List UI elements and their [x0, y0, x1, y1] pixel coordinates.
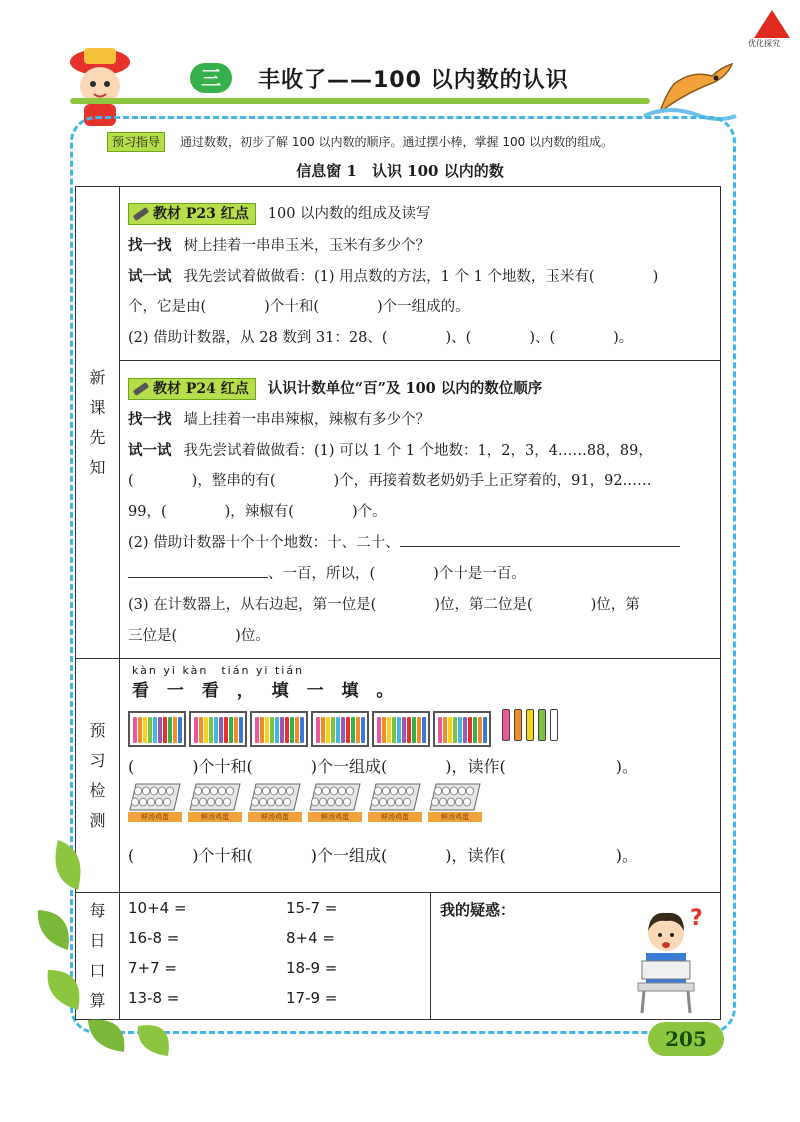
egg-tray-icon: [308, 782, 362, 812]
daily-calc-section: [120, 893, 721, 1020]
egg: [382, 787, 389, 795]
calc-item: 13-8 =: [128, 989, 180, 1007]
egg: [158, 787, 165, 795]
egg: [431, 798, 438, 806]
egg: [346, 787, 353, 795]
text: )。: [615, 846, 638, 865]
text: (2) 借助计数器十个十个地数：十、二十、: [128, 535, 400, 551]
egg: [270, 787, 277, 795]
egg-box-label: 鲜汤鸡蛋: [428, 812, 482, 822]
egg-tray-icon: [368, 782, 422, 812]
egg: [283, 798, 290, 806]
chapter-title: 丰收了——100 以内数的认识: [258, 68, 569, 93]
egg: [191, 798, 198, 806]
egg: [194, 787, 201, 795]
stick: [178, 717, 182, 743]
egg: [322, 787, 329, 795]
egg: [335, 798, 342, 806]
pinyin-line: kàn yi kàn tián yi tián: [132, 664, 305, 677]
egg: [390, 787, 397, 795]
paren-close: ): [652, 269, 659, 285]
calc-item: 15-7 =: [286, 899, 338, 917]
egg: [139, 798, 146, 806]
egg: [319, 798, 326, 806]
stick: [356, 717, 360, 743]
stick: [143, 717, 147, 743]
stick-bundle: [250, 711, 308, 747]
stick: [275, 717, 279, 743]
stick-bundle: [189, 711, 247, 747]
preview-title: 看 一 看 ， 填 一 填 。: [132, 681, 400, 701]
egg: [338, 787, 345, 795]
stick: [173, 717, 177, 743]
egg: [450, 787, 457, 795]
loose-stick: [514, 709, 522, 741]
stick: [204, 717, 208, 743]
egg: [406, 787, 413, 795]
egg: [371, 798, 378, 806]
egg-box: [428, 782, 482, 822]
lesson-part-1: [120, 187, 721, 361]
publisher-logo-text: 优化探究: [748, 39, 780, 48]
textbook-tag-p23: 教材 P23 红点: [128, 203, 256, 225]
calc-item: 10+4 =: [128, 899, 187, 917]
stick: [453, 717, 457, 743]
egg-box-label: 鲜汤鸡蛋: [368, 812, 422, 822]
egg: [134, 787, 141, 795]
stick-bundles-picture: [128, 703, 712, 747]
egg: [150, 787, 157, 795]
stick: [458, 717, 462, 743]
stick: [224, 717, 228, 743]
text: 99，(: [128, 504, 167, 520]
text: )个一组成的。: [377, 299, 470, 315]
text: )个十是一百。: [433, 566, 526, 582]
pencil-icon: [133, 382, 150, 396]
egg-box: [308, 782, 362, 822]
pencil-icon: [133, 207, 150, 221]
stick: [260, 717, 264, 743]
stick: [239, 717, 243, 743]
egg: [278, 787, 285, 795]
stick: [377, 717, 381, 743]
calc-item: 18-9 =: [286, 959, 338, 977]
egg: [163, 798, 170, 806]
stick: [341, 717, 345, 743]
stick: [316, 717, 320, 743]
egg-tray-icon: [428, 782, 482, 812]
stick: [443, 717, 447, 743]
egg: [223, 798, 230, 806]
stick: [255, 717, 259, 743]
stick: [346, 717, 350, 743]
egg: [395, 798, 402, 806]
egg: [466, 787, 473, 795]
calc-item: 7+7 =: [128, 959, 177, 977]
stick-bundle: [372, 711, 430, 747]
textbook-tag-p24: 教材 P24 红点: [128, 378, 256, 400]
stick: [326, 717, 330, 743]
egg-box: [248, 782, 302, 822]
text: )，读作(: [445, 757, 506, 776]
preview-section: [120, 659, 721, 893]
stick: [280, 717, 284, 743]
text: )个一组成(: [310, 757, 388, 776]
egg-box-label: 鲜汤鸡蛋: [128, 812, 182, 822]
loose-stick: [538, 709, 546, 741]
boy-reading-icon: [630, 903, 710, 1015]
calc-item: 17-9 =: [286, 989, 338, 1007]
publisher-logo-icon: [754, 10, 790, 38]
egg: [207, 798, 214, 806]
lesson-part-2: [120, 361, 721, 659]
egg: [218, 787, 225, 795]
find-text: 墙上挂着一串串辣椒，辣椒有多少个？: [183, 412, 430, 428]
text: )、(: [529, 330, 556, 346]
text: )位。: [235, 628, 270, 644]
text: )个一组成(: [310, 846, 388, 865]
try-label: 试一试: [128, 442, 172, 459]
find-text: 树上挂着一串串玉米，玉米有多少个？: [183, 238, 430, 254]
text: (: [128, 473, 134, 489]
stick: [473, 717, 477, 743]
egg-box-label: 鲜汤鸡蛋: [308, 812, 362, 822]
stick: [163, 717, 167, 743]
stick-bundle: [433, 711, 491, 747]
stick: [387, 717, 391, 743]
egg-box: [188, 782, 242, 822]
egg-box-label: 鲜汤鸡蛋: [248, 812, 302, 822]
text: )个十和(: [264, 299, 319, 315]
egg: [439, 798, 446, 806]
egg: [147, 798, 154, 806]
try-text: 我先尝试着做做看：(1) 用点数的方法，1 个 1 个地数，玉米有(: [183, 269, 595, 285]
egg: [327, 798, 334, 806]
stick: [336, 717, 340, 743]
egg: [262, 787, 269, 795]
egg: [434, 787, 441, 795]
egg-boxes-picture: [128, 782, 712, 832]
egg: [259, 798, 266, 806]
find-label: 找一找: [128, 411, 172, 428]
egg: [387, 798, 394, 806]
egg: [379, 798, 386, 806]
text: )个十和(: [192, 846, 253, 865]
guide-tag: 预习指导: [107, 132, 165, 152]
side-label-daily-calc: 每 日 口 算: [76, 893, 120, 1020]
stick: [138, 717, 142, 743]
text: )个，再接着数老奶奶手上正穿着的，91，92……: [333, 473, 652, 489]
text: 个，它是由(: [128, 299, 207, 315]
stick: [392, 717, 396, 743]
egg: [458, 787, 465, 795]
loose-stick: [502, 709, 510, 741]
answer-underline[interactable]: [128, 559, 268, 578]
stick: [285, 717, 289, 743]
divider: [430, 893, 431, 1019]
side-label-new-lesson: 新 课 先 知: [76, 187, 120, 659]
egg: [131, 798, 138, 806]
try-text: 我先尝试着做做看：(1) 可以 1 个 1 个地数：1，2，3，4……88，89，: [183, 443, 653, 459]
egg: [442, 787, 449, 795]
stick: [321, 717, 325, 743]
part2-title: 认识计数单位“百”及 100 以内的数位顺序: [267, 380, 543, 397]
egg-tray-icon: [188, 782, 242, 812]
egg-box-label: 鲜汤鸡蛋: [188, 812, 242, 822]
stick: [438, 717, 442, 743]
egg: [374, 787, 381, 795]
egg: [398, 787, 405, 795]
egg: [267, 798, 274, 806]
egg: [226, 787, 233, 795]
stick: [219, 717, 223, 743]
egg: [251, 798, 258, 806]
chapter-number: 三: [190, 63, 232, 93]
stick: [199, 717, 203, 743]
text: 三位是(: [128, 628, 178, 644]
stick: [209, 717, 213, 743]
text: )。: [615, 757, 638, 776]
text: )，整串的有(: [191, 473, 276, 489]
egg: [142, 787, 149, 795]
stick-bundle: [311, 711, 369, 747]
stick: [265, 717, 269, 743]
egg-tray-icon: [248, 782, 302, 812]
stick: [478, 717, 482, 743]
stick: [468, 717, 472, 743]
stick-bundle: [128, 711, 186, 747]
egg: [403, 798, 410, 806]
stick: [158, 717, 162, 743]
leaves-decoration-icon: [28, 820, 188, 1060]
stick: [402, 717, 406, 743]
header-band: [70, 98, 650, 104]
egg: [155, 798, 162, 806]
stick: [422, 717, 426, 743]
egg-box: [128, 782, 182, 822]
stick: [300, 717, 304, 743]
egg: [286, 787, 293, 795]
answer-underline[interactable]: [400, 528, 680, 547]
find-label: 找一找: [128, 237, 172, 254]
text: (2) 借助计数器，从 28 数到 31：28、(: [128, 330, 388, 346]
egg: [199, 798, 206, 806]
text: )个十和(: [192, 757, 253, 776]
stick: [448, 717, 452, 743]
stick: [153, 717, 157, 743]
guide-text: 通过数数，初步了解 100 以内数的顺序。通过摆小棒，掌握 100 以内数的组成。: [180, 135, 614, 149]
calc-item: 8+4 =: [286, 929, 335, 947]
stick: [290, 717, 294, 743]
stick: [483, 717, 487, 743]
text: )个。: [351, 504, 387, 520]
stick: [407, 717, 411, 743]
text: )位，第二位是(: [434, 597, 533, 613]
text: )位，第: [590, 597, 640, 613]
my-doubt-label: 我的疑惑：: [440, 901, 516, 919]
text: (: [128, 846, 135, 865]
side-label-preview-check: 预 习 检 测: [76, 659, 120, 893]
egg: [463, 798, 470, 806]
text: (3) 在计数器上，从右边起，第一位是(: [128, 597, 377, 613]
part1-title: 100 以内数的组成及读写: [267, 206, 431, 222]
stick: [361, 717, 365, 743]
text: )。: [613, 330, 634, 346]
stick: [397, 717, 401, 743]
egg: [447, 798, 454, 806]
stick: [463, 717, 467, 743]
text: )，读作(: [445, 846, 506, 865]
stick: [234, 717, 238, 743]
loose-stick: [526, 709, 534, 741]
egg: [330, 787, 337, 795]
loose-stick: [550, 709, 558, 741]
egg-tray-icon: [128, 782, 182, 812]
carp-fish-icon: [640, 50, 740, 124]
text: 、一百，所以，(: [268, 566, 376, 582]
egg: [210, 787, 217, 795]
stick: [229, 717, 233, 743]
text: (: [128, 757, 135, 776]
stick: [417, 717, 421, 743]
stick: [382, 717, 386, 743]
info-window-title: 信息窗 1 认识 100 以内的数: [296, 162, 504, 180]
egg: [166, 787, 173, 795]
stick: [148, 717, 152, 743]
calc-item: 16-8 =: [128, 929, 180, 947]
egg: [314, 787, 321, 795]
try-label: 试一试: [128, 268, 172, 285]
stick: [331, 717, 335, 743]
egg: [275, 798, 282, 806]
svg-text:?: ?: [690, 906, 703, 931]
egg: [455, 798, 462, 806]
egg: [311, 798, 318, 806]
egg: [215, 798, 222, 806]
stick: [295, 717, 299, 743]
stick: [412, 717, 416, 743]
egg: [254, 787, 261, 795]
text: )、(: [445, 330, 472, 346]
stick: [133, 717, 137, 743]
egg: [343, 798, 350, 806]
text: )，辣椒有(: [224, 504, 294, 520]
stick: [351, 717, 355, 743]
stick: [214, 717, 218, 743]
stick: [270, 717, 274, 743]
page-number: 205: [648, 1022, 724, 1056]
stick: [194, 717, 198, 743]
stick: [168, 717, 172, 743]
egg-box: [368, 782, 422, 822]
egg: [202, 787, 209, 795]
